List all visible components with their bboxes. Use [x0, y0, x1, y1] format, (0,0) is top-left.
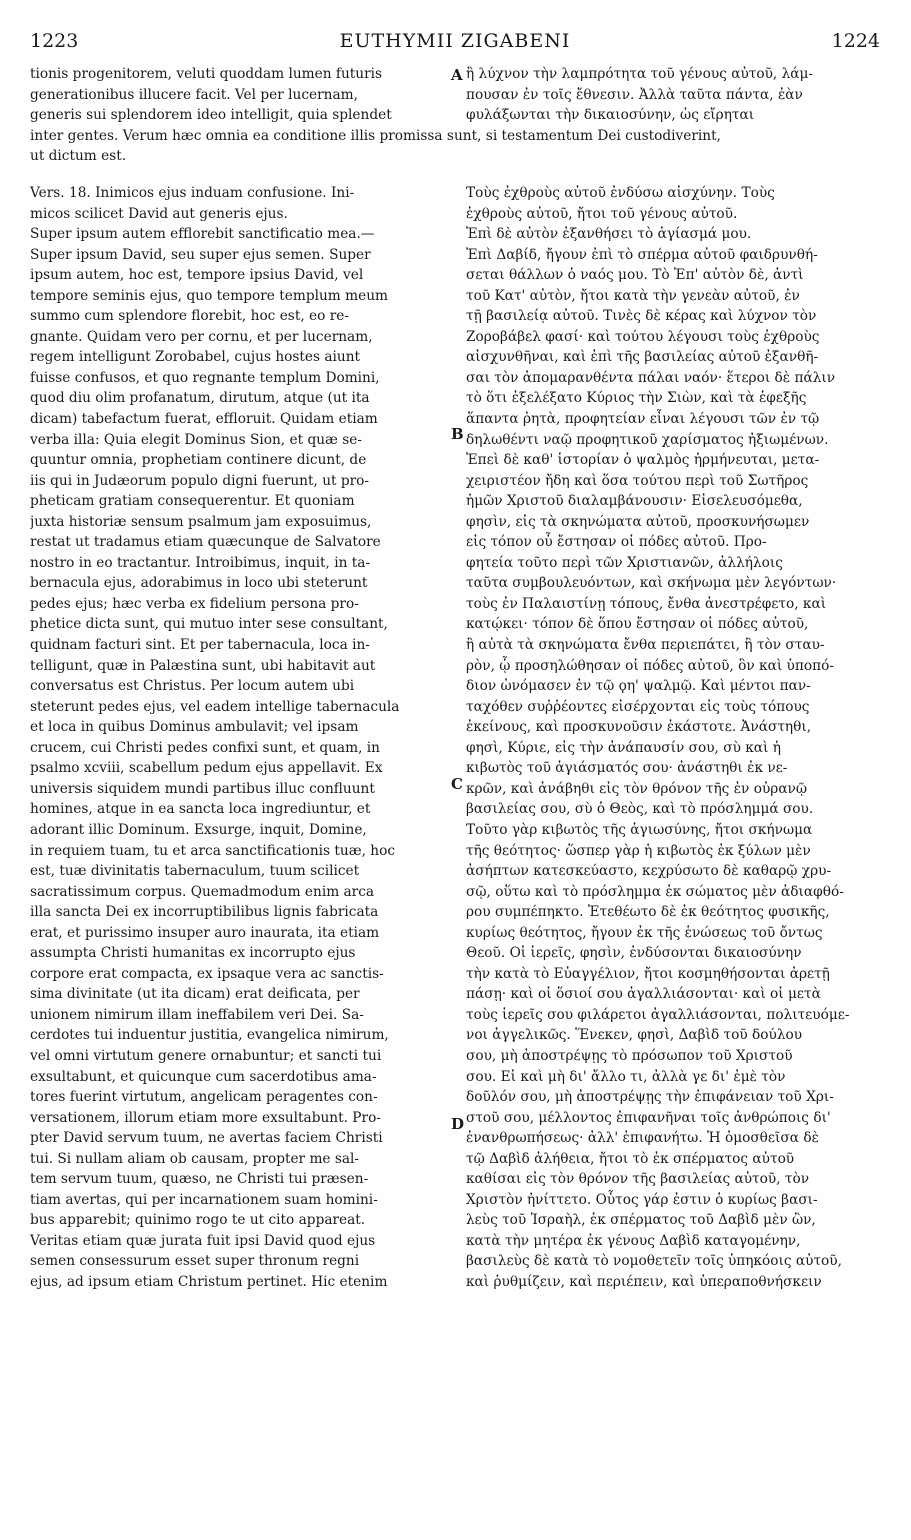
- text-line: τῆς θεότητος· ὥσπερ γὰρ ἡ κιβωτὸς ἐκ ξύλων μὲν: [466, 842, 811, 859]
- text-line: δηλωθέντι ναῷ προφητικοῦ χαρίσματος ἠξιωμένων.: [466, 431, 829, 448]
- text-line: semen consessurum esset super thronum regni: [30, 1253, 360, 1270]
- text-line: summo cum splendore florebit, hoc est, eo re-: [30, 308, 349, 325]
- text-line: illa sancta Dei ex incorruptibilibus lignis fabricata: [30, 904, 379, 921]
- text-line: χειριστέον ἤδη καὶ ὅσα τούτου περὶ τοῦ Σωτῆρος: [466, 472, 809, 489]
- latin-column-top: [30, 64, 446, 126]
- text-line: σου, μὴ ἀποστρέψῃς τὸ πρόσωπον τοῦ Χριστοῦ: [466, 1047, 793, 1064]
- text-line: τὴν κατὰ τὸ Εὐαγγέλιον, ἤτοι κοσμηθήσονται ἀρετῇ: [466, 965, 830, 982]
- text-line: ἐχθροὺς αὐτοῦ, ἤτοι τοῦ γένους αὐτοῦ.: [466, 205, 738, 222]
- text-line: κρῶν, καὶ ἀνάβηθι εἰς τὸν θρόνον τῆς ἐν οὐρανῷ: [466, 780, 808, 797]
- text-line: regem intelligunt Zorobabel, cujus hostes aiunt: [30, 349, 361, 366]
- text-line: pedes ejus; hæc verba ex fidelium persona pro-: [30, 595, 359, 612]
- text-line: λεὺς τοῦ Ἰσραὴλ, ἐκ σπέρματος τοῦ Δαβὶδ μὲν ὢν,: [466, 1212, 816, 1229]
- text-line: Χριστὸν ἠνίττετο. Οὗτος γάρ ἐστιν ὁ κυρίως βασι-: [466, 1191, 818, 1208]
- text-line: tempore seminis ejus, quo tempore templum meum: [30, 287, 388, 304]
- text-line: κατῴκει· τόπον δὲ ὅπου ἔστησαν οἱ πόδες αὐτοῦ,: [466, 616, 809, 633]
- text-line: κιβωτὸς τοῦ ἁγιάσματός σου· ἀνάστηθι ἐκ νε-: [466, 760, 788, 777]
- text-line: τῷ Δαβὶδ ἀλήθεια, ἤτοι τὸ ἐκ σπέρματος αὐτοῦ: [466, 1150, 795, 1167]
- text-line: τῇ βασιλείᾳ αὐτοῦ. Τινὲς δὲ κέρας καὶ λύχνον τὸν: [466, 308, 817, 325]
- text-line: telligunt, quæ in Palæstina sunt, ubi habitavit aut: [30, 657, 376, 674]
- text-line: restat ut tradamus etiam quæcunque de Salvatore: [30, 534, 381, 551]
- text-line: κυρίως θεότητος, ἤγουν ἐκ τῆς ἑνώσεως τοῦ ὄντως: [466, 924, 823, 941]
- text-line: φησὶν, εἰς τὰ σκηνώματα αὐτοῦ, προσκυνήσωμεν: [466, 513, 810, 530]
- text-line: tiam avertas, qui per incarnationem suam homini-: [30, 1191, 378, 1208]
- text-line: σεται θάλλων ὁ ναός μου. Τὸ Ἐπ' αὐτὸν δὲ, ἀντὶ: [466, 267, 804, 284]
- text-line: φητεία τοῦτο περὶ τῶν Χριστιανῶν, ἀλλήλοις: [466, 554, 783, 571]
- margin-marker-c: C: [451, 775, 463, 793]
- text-line: et loca in quibus Dominus ambulavit; vel ipsam: [30, 719, 359, 736]
- text-line: sima divinitate (ut ita dicam) erat deificata, per: [30, 986, 360, 1003]
- text-line: ρὸν, ᾧ προσηλώθησαν οἱ πόδες αὐτοῦ, ὃν καὶ ὑποπό-: [466, 657, 834, 674]
- text-line: ἅπαντα ῥητὰ, προφητείαν εἶναι λέγουσι τῶν ἐν τῷ: [466, 411, 820, 428]
- text-line: Ζοροβάβελ φασί· καὶ τούτου λέγουσι τοὺς ἐχθροὺς: [466, 328, 820, 345]
- text-line: σαι τὸν ἀπομαρανθέντα πάλαι ναόν· ἕτεροι δὲ πάλιν: [466, 369, 836, 386]
- text-line: σῷ, οὕτω καὶ τὸ πρόσλημμα ἐκ σώματος μὲν ἀδιαφθό-: [466, 883, 844, 900]
- text-line: Τοὺς ἐχθροὺς αὐτοῦ ἐνδύσω αἰσχύνην. Τοὺς: [466, 185, 775, 201]
- text-line: ἐκείνους, καὶ προσκυνοῦσιν ἑκάστοτε. Ἀνάστηθι,: [466, 719, 812, 736]
- text-line: Τοῦτο γὰρ κιβωτὸς τῆς ἁγιωσύνης, ἤτοι σκήνωμα: [466, 821, 813, 838]
- text-line: καθίσαι εἰς τὸν θρόνον τῆς βασιλείας αὐτοῦ, τὸν: [466, 1171, 810, 1188]
- text-line: ταχόθεν συῤῥέοντες εἰσέρχονται εἰς τοὺς τόπους: [466, 698, 810, 715]
- text-line: generationibus illucere facit. Vel per lucernam,: [30, 86, 358, 103]
- text-line: πάσῃ· καὶ οἱ ὅσιοί σου ἀγαλλιάσονται· καὶ οἱ μετὰ: [466, 986, 821, 1003]
- text-line: ipsum autem, hoc est, tempore ipsius David, vel: [30, 267, 364, 284]
- text-line: quod diu olim profanatum, dirutum, atque (ut ita: [30, 390, 370, 407]
- latin-column: [30, 183, 446, 1293]
- text-line: δοῦλόν σου, μὴ ἀποστρέψῃς τὴν ἐπιφάνειαν τοῦ Χρι-: [466, 1089, 834, 1106]
- text-line: psalmo xcviii, scabellum pedum ejus appellavit. Ex: [30, 760, 383, 777]
- text-line: Ἐπὶ δὲ αὐτὸν ἐξανθήσει τὸ ἁγίασμά μου.: [466, 226, 752, 243]
- text-line: βασιλείας σου, σὺ ὁ Θεὸς, καὶ τὸ πρόσλημμά σου.: [466, 801, 814, 818]
- text-line: τοῦ Κατ' αὐτὸν, ἤτοι κατὰ τὴν γενεὰν αὐτοῦ, ἐν: [466, 287, 800, 304]
- text-line: τοὺς ἱερεῖς σου φιλάρετοι ἀγαλλιάσονται, πολιτευόμε-: [466, 1006, 850, 1023]
- text-line: ἡμῶν Χριστοῦ διαλαμβάνουσιν· Εἰσελευσόμεθα,: [466, 493, 803, 510]
- text-line: inter gentes. Verum hæc omnia ea conditione illis promissa sunt, si testamentum Dei custodiverint,: [30, 127, 721, 144]
- text-line: sacratissimum corpus. Quemadmodum enim arca: [30, 883, 375, 900]
- page-header: [30, 30, 880, 56]
- page-number-right: 1224: [831, 30, 880, 52]
- text-line: ταῦτα συμβουλευόντων, καὶ σκήνωμα μὲν λεγόντων·: [466, 575, 837, 592]
- text-line: erat, et purissimo insuper auro inaurata, ita etiam: [30, 924, 380, 941]
- text-line: tores fuerint virtutum, angelicam peragentes con-: [30, 1089, 378, 1106]
- text-line: τοὺς ἐν Παλαιστίνῃ τόπους, ἔνθα ἀνεστρέφετο, καὶ: [466, 595, 827, 612]
- text-line: bus apparebit; quinimo rogo te ut cito appareat.: [30, 1212, 366, 1229]
- text-line: αἰσχυνθῆναι, καὶ ἐπὶ τῆς βασιλείας αὐτοῦ ἐξανθῆ-: [466, 349, 819, 366]
- text-line: versationem, illorum etiam more exsultabunt. Pro-: [30, 1109, 381, 1126]
- text-line: generis sui splendorem ideo intelligit, quia splendet: [30, 107, 392, 124]
- text-line: καὶ ῥυθμίζειν, καὶ περιέπειν, καὶ ὑπεραποθνήσκειν: [466, 1273, 822, 1290]
- full-width-lines: [30, 126, 886, 167]
- text-line: φυλάξωνται τὴν δικαιοσύνην, ὡς εἴρηται: [466, 107, 755, 124]
- text-line: κατὰ τὴν μητέρα ἐκ γένους Δαβὶδ καταγομένην,: [466, 1232, 801, 1249]
- text-line: ut dictum est.: [30, 148, 127, 165]
- text-line: fuisse confusos, et quo regnante templum Domini,: [30, 369, 380, 386]
- text-line: Ἐπὶ Δαβίδ, ἤγουν ἐπὶ τὸ σπέρμα αὐτοῦ φαιδρυνθή-: [466, 246, 818, 263]
- text-line: vel omni virtutum genere ornabuntur; et sancti tui: [30, 1047, 382, 1064]
- greek-column-top: [466, 64, 886, 126]
- text-line: Super ipsum autem efflorebit sanctificatio mea.—: [30, 226, 375, 243]
- text-line: σου. Εἰ καὶ μὴ δι' ἄλλο τι, ἀλλὰ γε δι' ἐμὲ τὸν: [466, 1068, 786, 1085]
- text-line: dicam) tabefactum fuerat, effloruit. Quidam etiam: [30, 411, 378, 428]
- text-line: tui. Si nullam aliam ob causam, propter me sal-: [30, 1150, 360, 1167]
- text-line: Θεοῦ. Οἱ ἱερεῖς, φησὶν, ἐνδύσονται δικαιοσύνην: [466, 945, 802, 962]
- text-line: tionis progenitorem, veluti quoddam lumen futuris: [30, 66, 383, 82]
- text-line: juxta historiæ sensum psalmum jam exposuimus,: [30, 513, 372, 530]
- text-line: Super ipsum David, seu super ejus semen. Super: [30, 246, 371, 263]
- text-line: νοι ἀγγελικῶς. Ἕνεκεν, φησὶ, Δαβὶδ τοῦ δούλου: [466, 1027, 803, 1044]
- text-line: crucem, cui Christi pedes confixi sunt, et quam, in: [30, 739, 380, 756]
- text-line: στοῦ σου, μέλλοντος ἐπιφανῆναι τοῖς ἀνθρώποις δι': [466, 1109, 831, 1126]
- text-line: gnante. Quidam vero per cornu, et per lucernam,: [30, 328, 373, 345]
- text-line: ρου συμπέπηκτο. Ἐτεθέωτο δὲ ἐκ θεότητος φυσικῆς,: [466, 904, 830, 921]
- greek-column: [466, 183, 886, 1293]
- text-line: verba illa: Quia elegit Dominus Sion, et quæ se-: [30, 431, 362, 448]
- text-line: unionem nimirum illam ineffabilem veri Dei. Sa-: [30, 1006, 364, 1023]
- text-line: ἢ αὐτὰ τὰ σκηνώματα ἔνθα περιεπάτει, ἢ τὸν σταυ-: [466, 637, 825, 654]
- text-line: βασιλεὺς δὲ κατὰ τὸ νομοθετεῖν τοῖς ὑπηκόοις αὐτοῦ,: [466, 1253, 842, 1270]
- text-line: assumpta Christi humanitas ex incorrupto ejus: [30, 945, 356, 962]
- text-line: τὸ ὅτι ἐξελέξατο Κύριος τὴν Σιὼν, καὶ τὰ ἑφεξῆς: [466, 390, 807, 407]
- text-line: ἢ λύχνον τὴν λαμπρότητα τοῦ γένους αὐτοῦ, λάμ-: [466, 66, 814, 82]
- text-line: cerdotes tui induentur justitia, evangelica nimirum,: [30, 1027, 389, 1044]
- text-line: quuntur omnia, prophetiam continere dicunt, de: [30, 452, 367, 469]
- text-line: pheticam gratiam consequerentur. Et quoniam: [30, 493, 355, 510]
- text-line: εἰς τόπον οὗ ἔστησαν οἱ πόδες αὐτοῦ. Προ-: [466, 534, 767, 551]
- text-line: iis qui in Judæorum populo digni fuerunt, ut pro-: [30, 472, 370, 489]
- margin-marker-a: A: [451, 66, 463, 84]
- text-line: Vers. 18. Inimicos ejus induam confusione. Ini-: [30, 185, 355, 201]
- text-line: in requiem tuam, tu et arca sanctificationis tuæ, hoc: [30, 842, 396, 859]
- text-line: corpore erat compacta, ex ipsaque vera ac sanctis-: [30, 965, 384, 982]
- page-number-left: 1223: [30, 30, 79, 52]
- text-line: Ἐπεὶ δὲ καθ' ἱστορίαν ὁ ψαλμὸς ἡρμήνευται, μετα-: [466, 452, 820, 469]
- text-line: universis siquidem mundi partibus illuc confluunt: [30, 780, 375, 797]
- text-line: bernacula ejus, adorabimus in loco ubi steterunt: [30, 575, 368, 592]
- text-line: φησὶ, Κύριε, εἰς τὴν ἀνάπαυσίν σου, σὺ καὶ ἡ: [466, 739, 781, 756]
- text-line: homines, atque in ea sancta loca ingrediuntur, et: [30, 801, 371, 818]
- text-line: micos scilicet David aut generis ejus.: [30, 205, 288, 222]
- text-line: πουσαν ἐν τοῖς ἔθνεσιν. Ἀλλὰ ταῦτα πάντα, ἐὰν: [466, 86, 803, 103]
- text-line: est, tuæ divinitatis tabernaculum, tuum scilicet: [30, 863, 360, 880]
- text-line: διον ὠνόμασεν ἐν τῷ ϙη' ψαλμῷ. Καὶ μέντοι παν-: [466, 678, 811, 695]
- text-line: exsultabunt, et quicunque cum sacerdotibus ama-: [30, 1068, 377, 1085]
- text-line: phetice dicta sunt, qui mutuo inter sese consultant,: [30, 616, 388, 633]
- running-title: EUTHYMII ZIGABENI: [339, 30, 571, 52]
- text-line: steterunt pedes ejus, vel eadem intellige tabernacula: [30, 698, 400, 715]
- text-line: tem servum tuum, quæso, ne Christi tui præsen-: [30, 1171, 369, 1188]
- text-line: quidnam facturi sint. Et per tabernacula, loca in-: [30, 637, 370, 654]
- text-line: adorant illic Dominum. Exsurge, inquit, Domine,: [30, 821, 367, 838]
- margin-marker-b: B: [451, 425, 464, 443]
- text-line: conversatus est Christus. Per locum autem ubi: [30, 678, 355, 695]
- text-line: ejus, ad ipsum etiam Christum pertinet. Hic etenim: [30, 1273, 388, 1290]
- text-line: pter David servum tuum, ne avertas faciem Christi: [30, 1130, 383, 1147]
- margin-marker-d: D: [451, 1115, 465, 1133]
- text-line: ἀσήπτων κατεσκεύαστο, κεχρύσωτο δὲ καθαρῷ χρυ-: [466, 863, 832, 880]
- text-line: ἐνανθρωπήσεως· ἀλλ' ἐπιφανήτω. Ἡ ὁμοσθεῖσα δὲ: [466, 1130, 819, 1147]
- text-line: Veritas etiam quæ jurata fuit ipsi David quod ejus: [30, 1232, 376, 1249]
- text-line: nostro in eo tractantur. Introibimus, inquit, in ta-: [30, 554, 371, 571]
